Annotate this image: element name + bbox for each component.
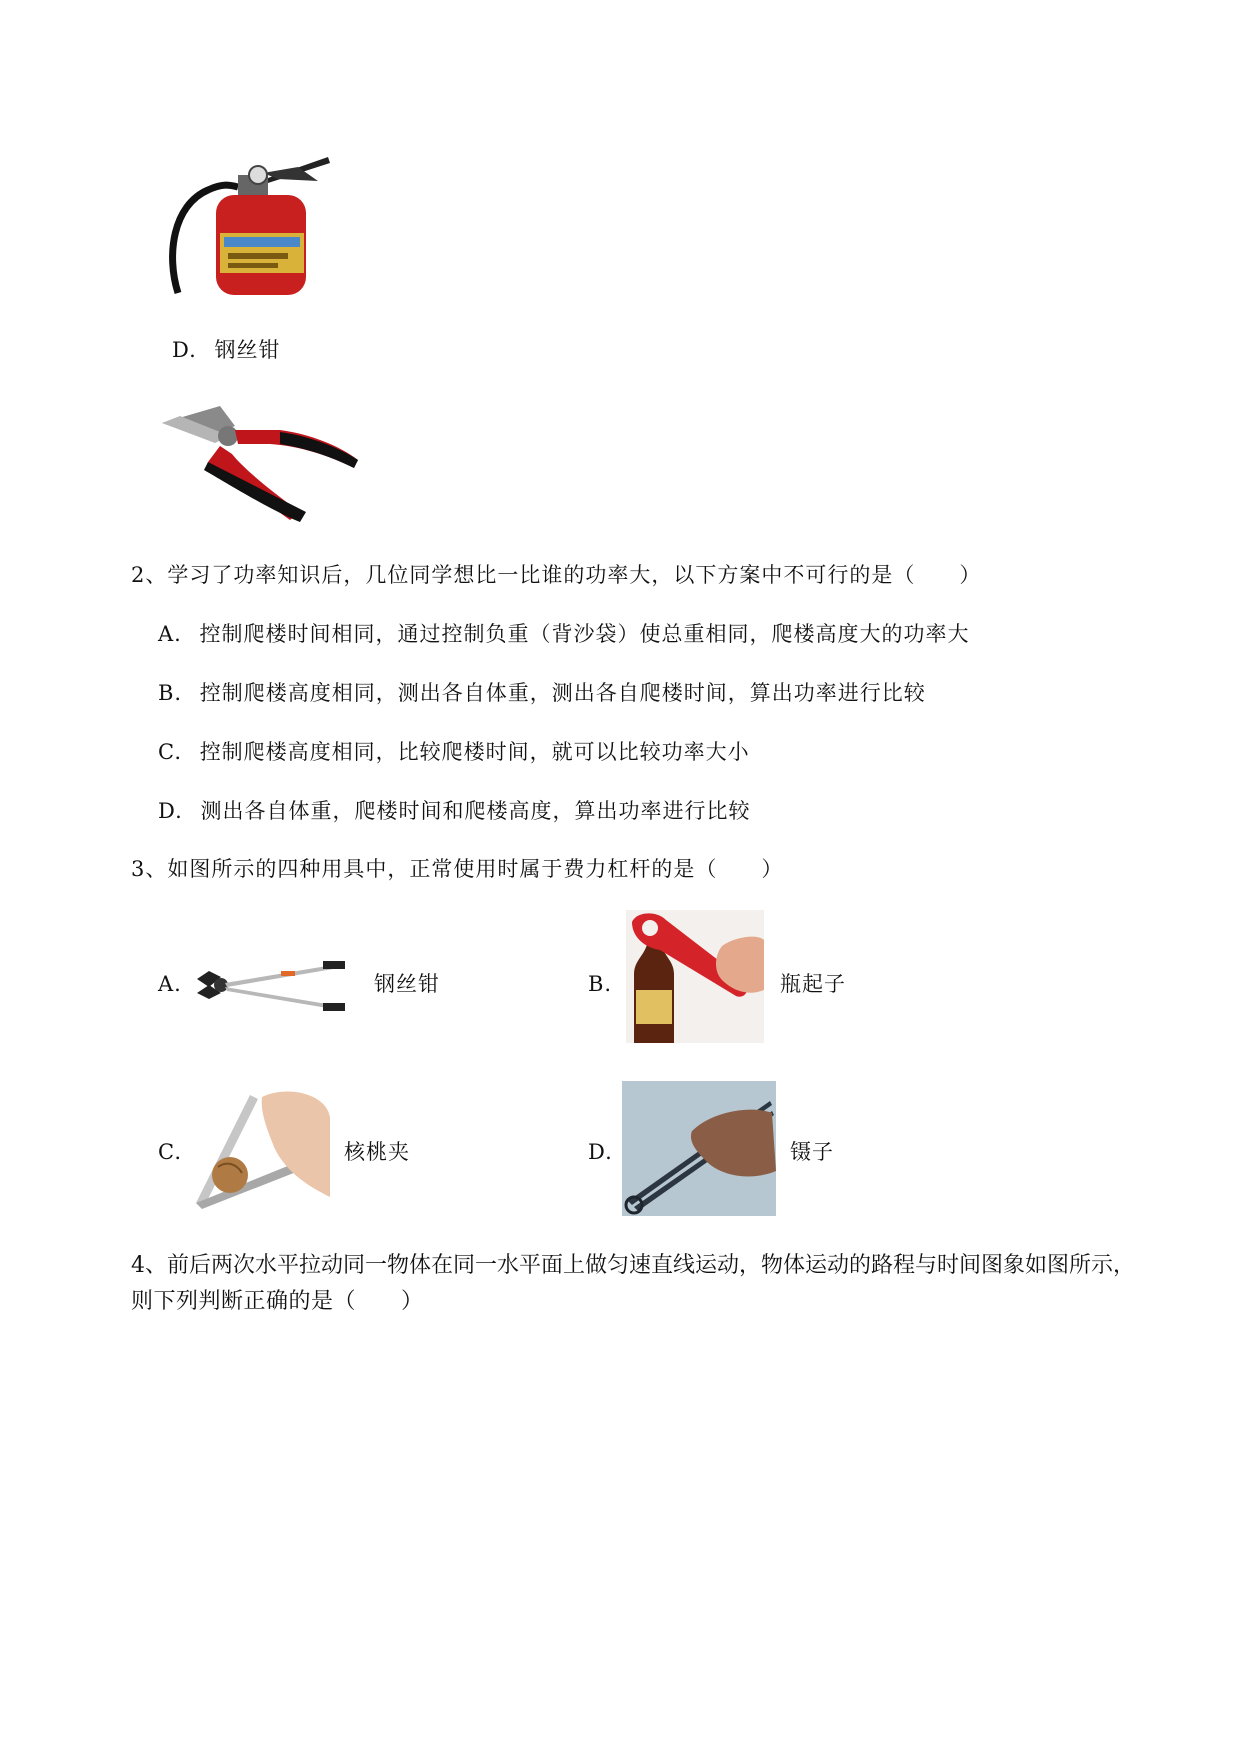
q3-option-b-letter: B. [588,972,613,996]
long-handle-cutter-icon [195,955,347,1017]
q2-option-b [158,679,926,707]
q2-option-a-text: 控制爬楼时间相同，通过控制负重（背沙袋）使总重相同，爬楼高度大的功率大 [199,622,970,646]
q3-option-a-letter: A. [158,972,182,996]
q2-option-b-letter: B. [158,681,183,705]
q2-option-c-letter: C. [158,740,182,764]
bottle-opener-icon [626,910,764,1043]
q2-option-a-letter: A. [158,622,182,646]
q3-option-c-letter: C. [158,1140,182,1164]
nutcracker-icon [190,1087,330,1212]
q3-option-b-label: 瓶起子 [780,972,846,996]
q3-option-a-image [195,955,347,1017]
q3-option-d-image [622,1081,776,1216]
q3-option-b-image [626,910,764,1043]
fire-extinguisher-image [168,145,340,295]
q2-option-c-text: 控制爬楼高度相同，比较爬楼时间，就可以比较功率大小 [199,740,750,764]
q3-option-a-label: 钢丝钳 [374,972,440,996]
q2-option-d [158,797,750,825]
q3-option-d-label: 镊子 [790,1140,834,1164]
q1-option-d [172,336,280,364]
q2-stem: 2、学习了功率知识后，几位同学想比一比谁的功率大，以下方案中不可行的是（ ） [131,563,982,587]
q2-option-a [158,620,970,648]
q4-stem-line1: 4、前后两次水平拉动同一物体在同一水平面上做匀速直线运动，物体运动的路程与时间图象如图所示， [131,1253,1136,1278]
q2-option-b-text: 控制爬楼高度相同，测出各自体重，测出各自爬楼时间，算出功率进行比较 [199,681,926,705]
q3-option-c-label: 核桃夹 [344,1140,410,1164]
q2-option-c [158,738,750,766]
q4-stem [131,1248,1136,1320]
q2-option-d-letter: D. [158,799,183,823]
tweezers-icon [622,1081,776,1216]
q2-option-d-text: 测出各自体重，爬楼时间和爬楼高度，算出功率进行比较 [200,799,751,823]
fire-extinguisher-icon [168,145,340,295]
q3-stem: 3、如图所示的四种用具中，正常使用时属于费力杠杆的是（ ） [131,857,784,881]
q4-stem-line2: 则下列判断正确的是（ ） [131,1289,424,1314]
q1-option-d-text: 钢丝钳 [214,338,281,362]
pliers-icon [160,398,365,528]
q1-option-d-letter: D. [172,338,197,362]
pliers-image [160,398,365,528]
q3-option-d-letter: D. [588,1140,613,1164]
q3-option-c-image [190,1087,330,1212]
